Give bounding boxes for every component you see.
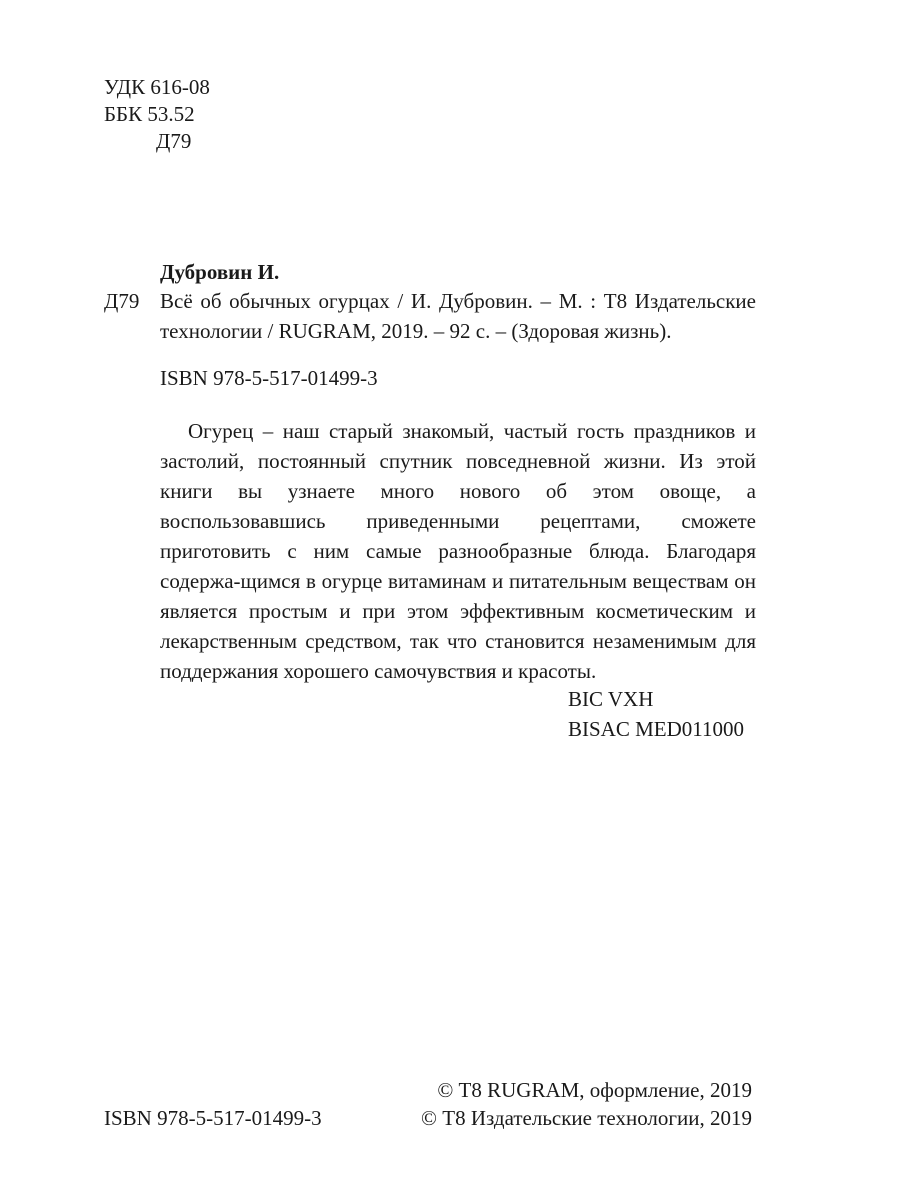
bic-code: BIC VXH	[568, 687, 654, 711]
bibliographic-entry: Всё об обычных огурцах / И. Дубровин. – М. : Т8 Издательские технологии / RUGRAM, 2019. – 92 с. – (Здоровая жизнь).	[160, 289, 756, 343]
cutter-code-top: Д79	[156, 129, 192, 153]
copyright-block	[421, 1076, 752, 1132]
subject-codes	[568, 684, 744, 744]
author-name: Дубровин И.	[160, 260, 280, 284]
annotation-paragraph: Огурец – наш старый знакомый, частый гость праздников и застолий, постоянный спутник повседневной жизни. Из этой книги вы узнаете много нового об этом овоще, а воспользовавшись приведенными рецептами, сможете приготовить с ним самые разнообразные блюда. Благодаря содержа-щимся в огурце витаминам и питательным веществам он является простым и при этом эффективным косметическим и лекарственным средством, так что становится незаменимым для поддержания хорошего самочувствия и красоты.	[160, 419, 756, 683]
bbk-code: ББК 53.52	[104, 102, 195, 126]
copyright-line-2: © Т8 Издательские технологии, 2019	[421, 1106, 752, 1130]
copyright-line-1: © Т8 RUGRAM, оформление, 2019	[437, 1078, 752, 1102]
bisac-code: BISAC MED011000	[568, 717, 744, 741]
classification-block	[104, 74, 210, 155]
udk-code: УДК 616-08	[104, 75, 210, 99]
isbn-bottom: ISBN 978-5-517-01499-3	[104, 1106, 322, 1130]
cutter-code: Д79	[104, 289, 140, 313]
isbn-top: ISBN 978-5-517-01499-3	[160, 366, 378, 390]
